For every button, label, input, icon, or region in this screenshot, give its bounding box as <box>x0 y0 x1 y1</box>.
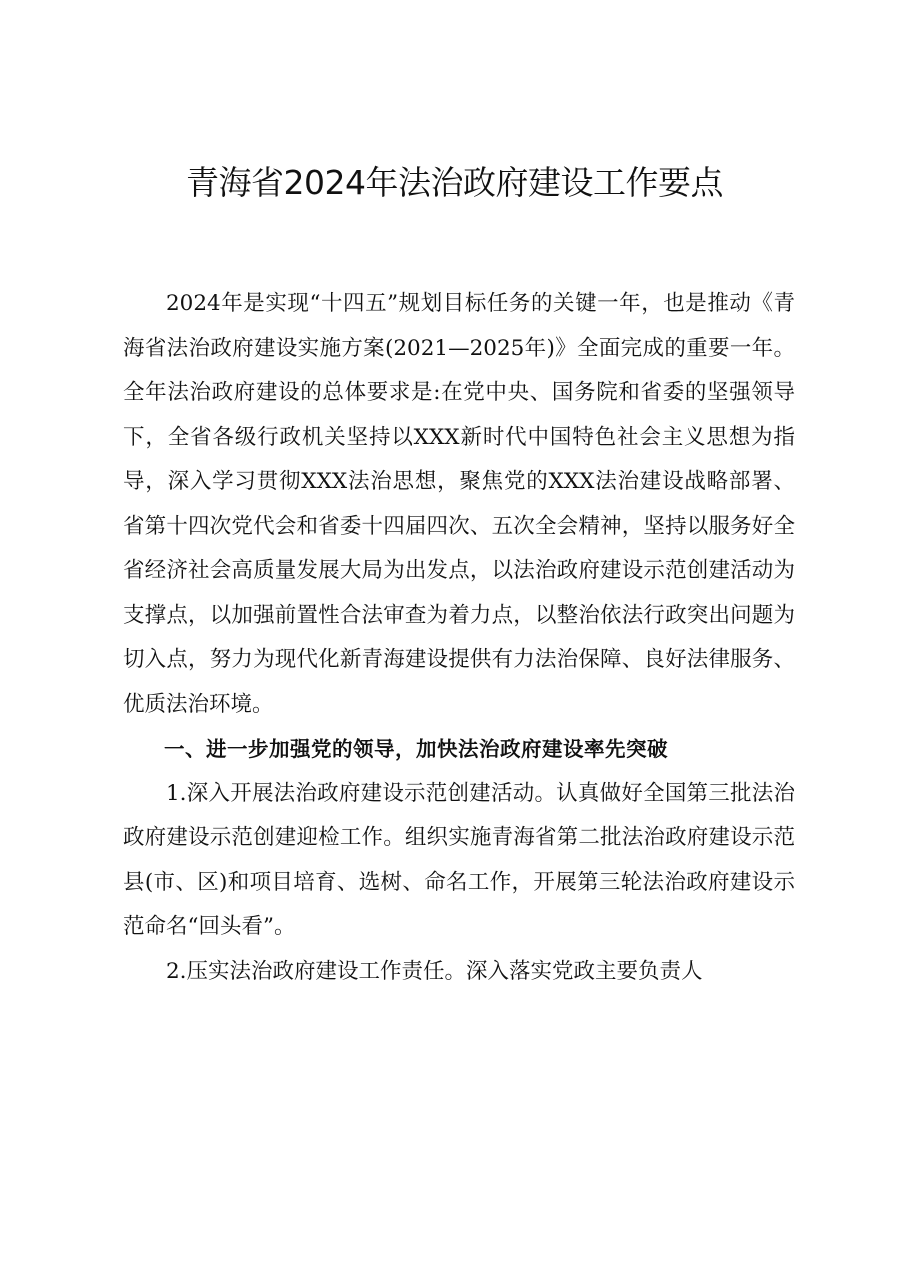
section-heading-1: 一、进一步加强党的领导，加快法治政府建设率先突破 <box>164 737 668 761</box>
intro-paragraph: 2024年是实现“十四五”规划目标任务的关键一年，也是推动《青海省法治政府建设实施方案(2021—2025年)》全面完成的重要一年。全年法治政府建设的总体要求是:在党中央、国务院和省委的坚强领导下，全省各级行政机关坚持以XXX新时代中国特色社会主义思想为指导，深入学习贯彻XXX法治思想，聚焦党的XXX法治建设战略部署、省第十四次党代会和省委十四届四次、五次全会精神，坚持以服务好全省经济社会高质量发展大局为出发点，以法治政府建设示范创建活动为支撑点，以加强前置性合法审查为着力点，以整治依法行政突出问题为切入点，努力为现代化新青海建设提供有力法治保障、良好法律服务、优质法治环境。 <box>123 291 795 717</box>
item-paragraph-2: 2.压实法治政府建设工作责任。深入落实党政主要负责人 <box>166 958 703 984</box>
document-body <box>123 282 795 994</box>
document-title: 青海省2024年法治政府建设工作要点 <box>186 163 723 202</box>
item-paragraph-1: 1.深入开展法治政府建设示范创建活动。认真做好全国第三批法治政府建设示范创建迎检工作。组织实施青海省第二批法治政府建设示范县(市、区)和项目培育、选树、命名工作，开展第三轮法治政府建设示范命名“回头看”。 <box>123 780 795 939</box>
